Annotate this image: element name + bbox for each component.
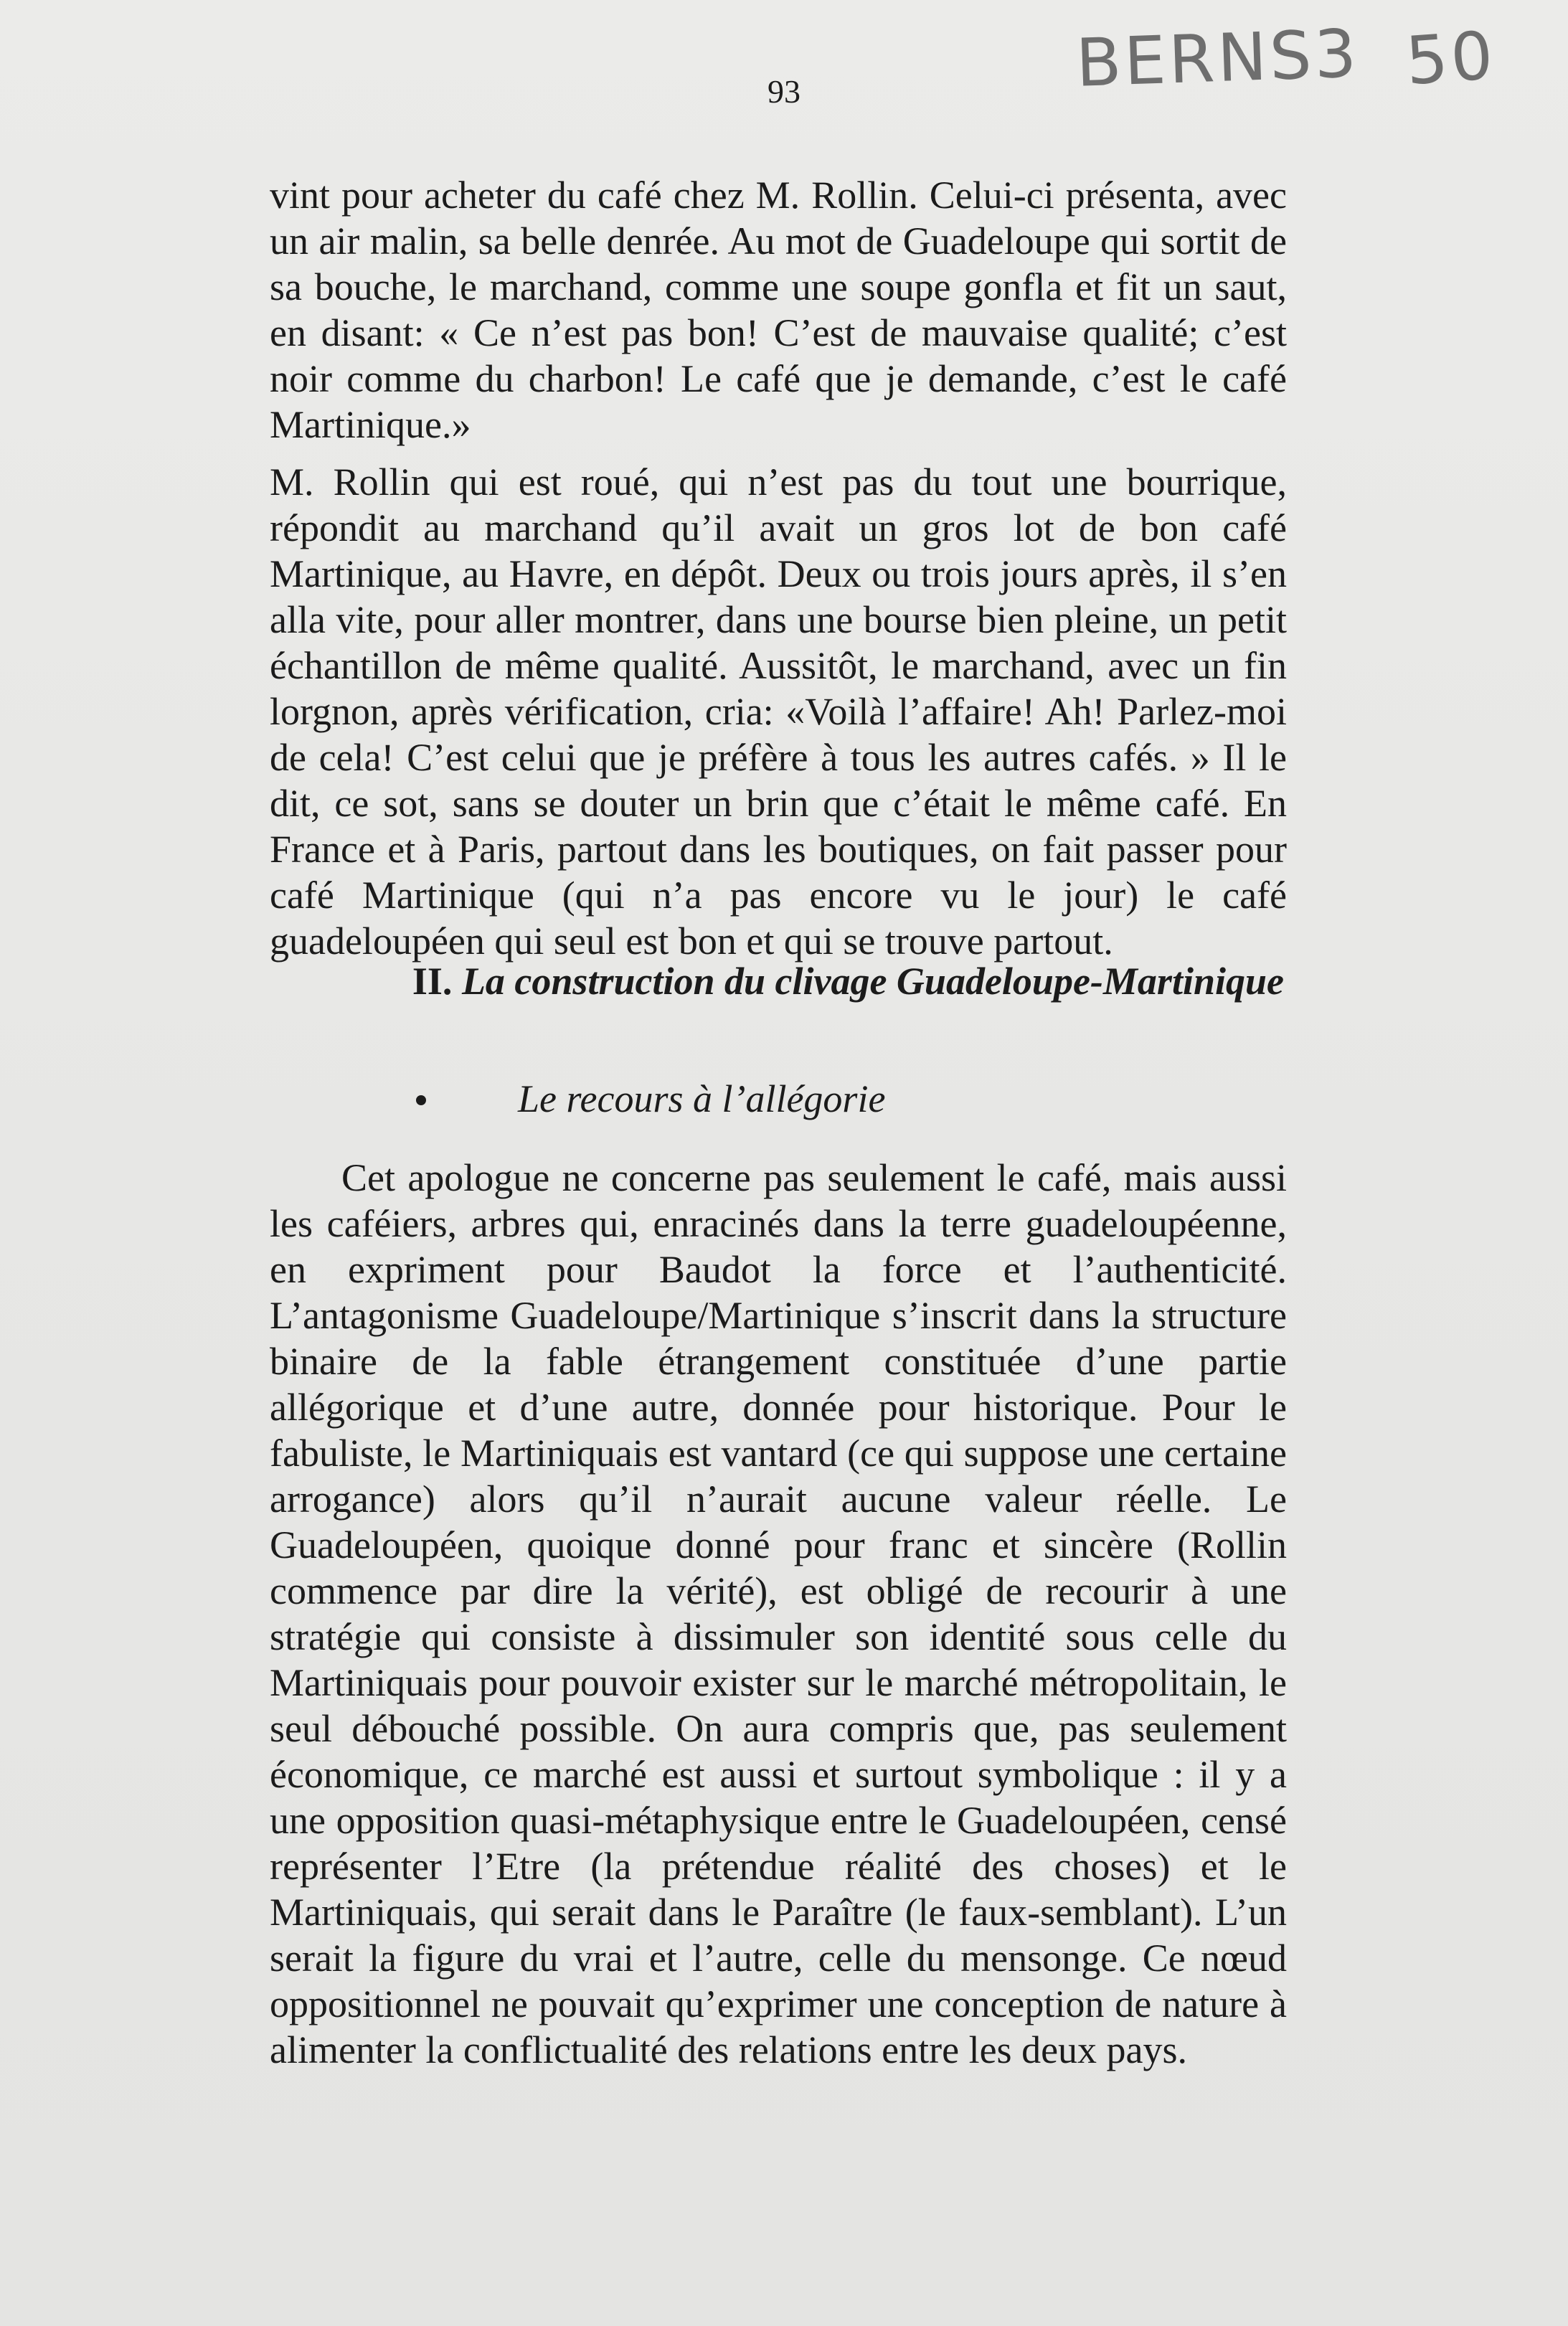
page-number: 93	[768, 73, 800, 110]
paragraph-text: Cet apologue ne concerne pas seulement le café, mais aussi les caféiers, arbres qui, enracinés dans la terre guadeloupéenne, en expriment pour Baudot la force et l’authenticité. L’antagonisme Guadeloupe/Martinique s’inscrit dans la structure binaire de la fable étrangement constituée d’une partie allégorique et d’une autre, donnée pour historique. Pour le fabuliste, le Martiniquais est vantard (ce qui suppose une certaine arrogance) alors qu’il n’aurait aucune valeur réelle. Le Guadeloupéen, quoique donné pour franc et sincère (Rollin commence par dire la vérité), est obligé de recourir à une stratégie qui consiste à dissimuler son identité sous celle du Martiniquais pour pouvoir exister sur le marché métropolitain, le seul débouché possible. On aura compris que, pas seulement économique, ce marché est aussi et surtout symbolique : il y a une opposition quasi-métaphysique entre le Guadeloupéen, censé représenter l’Etre (la prétendue réalité des choses) et le Martiniquais, qui serait dans le Paraître (le faux-semblant). L’un serait la figure du vrai et l’autre, celle du mensonge. Ce nœud oppositionnel ne pouvait qu’exprimer une conception de nature à alimenter la conflictualité des relations entre les deux pays.	[270, 1156, 1287, 2071]
bullet-icon	[416, 1095, 426, 1105]
paragraph-text: M. Rollin qui est roué, qui n’est pas du tout une bourrique, répondit au marchand qu’il avait un gros lot de bon café Martinique, au Havre, en dépôt. Deux ou trois jours après, il s’en alla vite, pour aller montrer, dans une bourse bien pleine, un petit échantillon de même qualité. Aussitôt, le marchand, avec un fin lorgnon, après vérification, cria: «Voilà l’affaire! Ah! Parlez-moi de cela! C’est celui que je préfère à tous les autres cafés. » Il le dit, ce sot, sans se douter un brin que c’était le même café. En France et à Paris, partout dans les boutiques, on fait passer pour café Martinique (qui n’a pas encore vu le jour) le café guadeloupéen qui seul est bon et qui se trouve partout.	[270, 460, 1287, 963]
section-heading	[402, 958, 1284, 1004]
section-number: II.	[412, 960, 453, 1003]
section-title: La construction du clivage Guadeloupe-Martinique	[461, 960, 1284, 1003]
subsection-title: Le recours à l’allégorie	[518, 1077, 886, 1120]
paragraph-text: vint pour acheter du café chez M. Rollin. Celui-ci présenta, avec un air malin, sa belle denrée. Au mot de Guadeloupe qui sortit de sa bouche, le marchand, comme une soupe gonfla et fit un saut, en disant: « Ce n’est pas bon! C’est de mauvaise qualité; c’est noir comme du charbon! Le café que je demande, c’est le café Martinique.»	[270, 174, 1287, 446]
handwritten-annotation-code: BERNS3	[1075, 15, 1361, 102]
paragraph-fable-part-1	[270, 172, 1287, 448]
paragraph-fable-part-2	[270, 459, 1287, 964]
paragraph-analysis	[270, 1155, 1287, 2073]
handwritten-annotation-number: 50	[1403, 16, 1498, 100]
subsection-heading	[416, 1076, 885, 1122]
